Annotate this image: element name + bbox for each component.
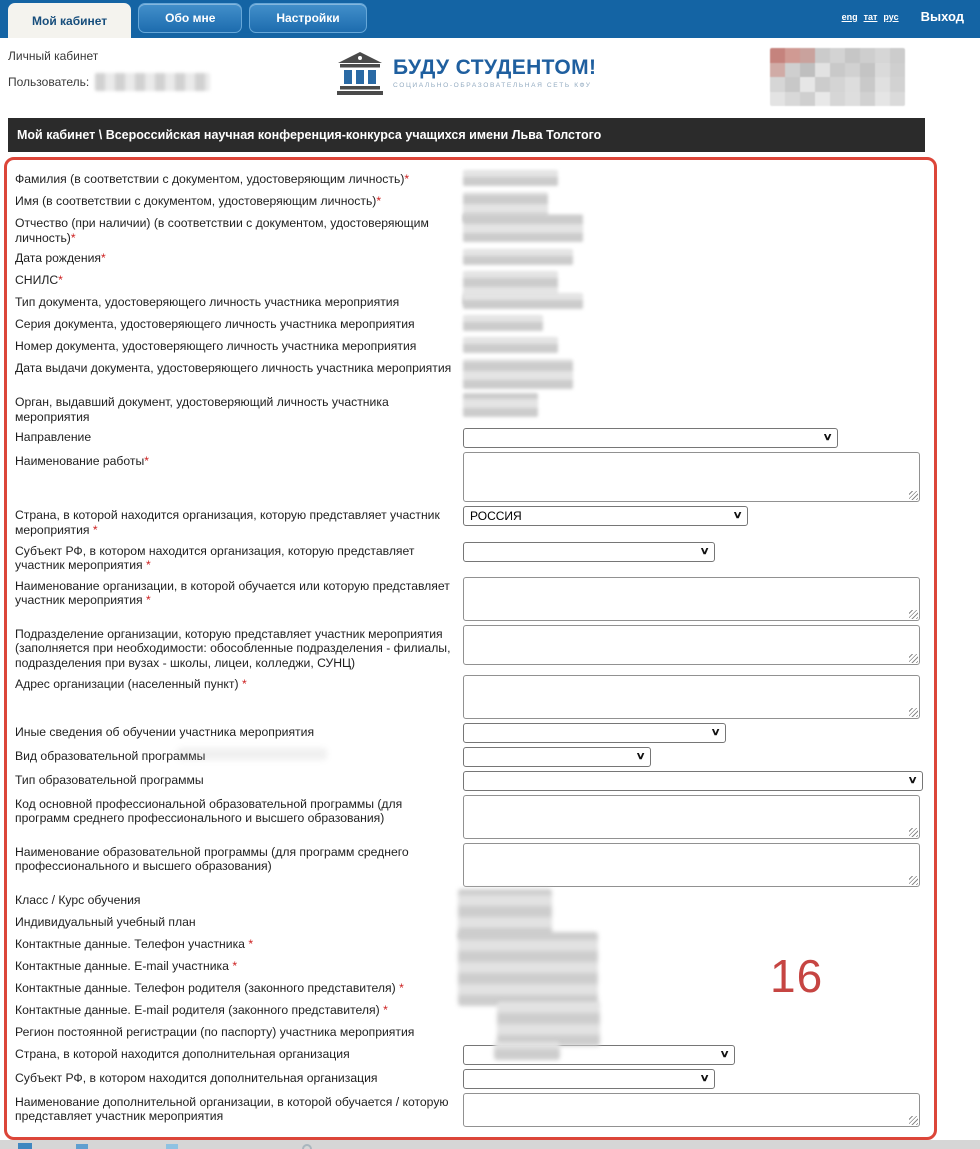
resize-handle[interactable] — [909, 1116, 918, 1125]
required-asterisk: * — [144, 454, 150, 469]
field-control — [463, 293, 583, 309]
mosaic-cell — [800, 92, 815, 107]
org-address-textarea[interactable] — [463, 675, 920, 719]
logo-title: БУДУ СТУДЕНТОМ! — [393, 56, 597, 79]
redacted-value — [463, 214, 583, 242]
redacted-value — [463, 249, 573, 265]
required-asterisk: * — [146, 593, 151, 608]
form-row-edu-program-type — [15, 769, 934, 793]
form-row-org-name — [15, 575, 934, 623]
mosaic-cell — [830, 48, 845, 63]
mosaic-cell — [890, 92, 905, 107]
required-asterisk: * — [376, 194, 382, 208]
topbar-right — [842, 9, 964, 24]
field-control — [463, 506, 748, 526]
field-control — [463, 1069, 715, 1089]
mosaic-cell — [845, 63, 860, 78]
chevron-down-icon: ∨ — [719, 1048, 730, 1060]
field-control — [463, 271, 558, 287]
mosaic-cell — [770, 63, 785, 78]
field-control — [463, 795, 920, 839]
mosaic-cell — [845, 48, 860, 63]
resize-handle[interactable] — [909, 876, 918, 885]
form-row-edu-program-code — [15, 793, 934, 841]
field-control — [463, 747, 651, 767]
field-label: Вид образовательной программы — [15, 748, 206, 763]
tab-settings[interactable]: Настройки — [249, 3, 366, 33]
field-label: Наименование образовательной программы (для программ среднего профессионального и высшего образования) — [15, 844, 409, 874]
field-label: Наименование организации, в которой обучается или которую представляет участник мероприятия * — [15, 578, 450, 608]
mosaic-cell — [860, 77, 875, 92]
required-asterisk: * — [232, 958, 238, 973]
user-label: Пользователь: — [8, 75, 90, 89]
chevron-down-icon: ∨ — [699, 1072, 710, 1084]
mosaic-cell — [770, 92, 785, 107]
required-asterisk: * — [58, 273, 63, 288]
field-label: Адрес организации (населенный пункт) * — [15, 676, 247, 691]
field-control — [463, 428, 838, 448]
form-row-work-title — [15, 450, 934, 504]
field-control — [463, 249, 573, 265]
field-control — [463, 170, 558, 186]
field-label: Субъект РФ, в котором находится дополнительная организация — [15, 1070, 378, 1085]
field-control — [463, 214, 583, 242]
field-label: Код основной профессиональной образовательной программы (для программ среднего профессионального и высшего образования) — [15, 796, 403, 826]
form-row-doc-series — [15, 313, 934, 335]
work-title-textarea[interactable] — [463, 452, 920, 502]
mosaic-cell — [875, 63, 890, 78]
field-label: Иные сведения об обучении участника мероприятия — [15, 724, 315, 739]
form-row-firstname — [15, 190, 934, 212]
field-label: Регион постоянной регистрации (по паспорту) участника мероприятия — [15, 1024, 415, 1039]
field-control — [463, 1093, 920, 1127]
select-value: РОССИЯ — [470, 509, 522, 524]
required-asterisk: * — [146, 558, 151, 573]
field-label: Субъект РФ, в котором находится организация, которую представляет участник мероприятия * — [15, 543, 415, 573]
form-row-org-address — [15, 673, 934, 721]
page-header — [0, 38, 980, 115]
mosaic-cell — [845, 92, 860, 107]
field-control — [463, 771, 923, 791]
mosaic-cell — [770, 77, 785, 92]
lang-link-тат[interactable]: тат — [863, 11, 878, 22]
form-row-doc-number — [15, 335, 934, 357]
field-label: Номер документа, удостоверяющего личность участника мероприятия — [15, 339, 417, 354]
mosaic-cell — [875, 92, 890, 107]
redacted-value — [463, 337, 558, 353]
form-row-edu-program-kind — [15, 745, 934, 769]
required-asterisk: * — [383, 1002, 388, 1017]
tab-list — [8, 3, 367, 38]
mosaic-cell — [785, 48, 800, 63]
mosaic-cell — [830, 77, 845, 92]
form-row-org-subdivision — [15, 623, 934, 673]
required-asterisk: * — [399, 980, 404, 995]
required-asterisk: * — [100, 251, 106, 266]
edu-program-name-textarea[interactable] — [463, 843, 920, 887]
form-row-other-education-info — [15, 721, 934, 745]
field-control — [463, 359, 573, 389]
required-asterisk: * — [248, 936, 254, 951]
clipped-icon — [302, 1144, 312, 1149]
form-row-birthdate — [15, 247, 934, 269]
mosaic-cell — [890, 48, 905, 63]
field-label: Дата рождения* — [15, 251, 106, 266]
form-row-snils — [15, 269, 934, 291]
logout-link[interactable]: Выход — [920, 9, 964, 24]
clipped-icon — [18, 1143, 32, 1149]
mosaic-cell — [860, 48, 875, 63]
form-row-doc-issue-date — [15, 357, 934, 391]
field-control — [463, 337, 558, 353]
language-switcher — [842, 12, 899, 22]
resize-handle[interactable] — [909, 610, 918, 619]
top-navigation-bar — [0, 0, 980, 38]
chevron-down-icon: ∨ — [699, 545, 710, 557]
form-row-middlename — [15, 212, 934, 247]
field-label: Тип образовательной программы — [15, 772, 204, 787]
field-label: Направление — [15, 430, 92, 445]
required-asterisk: * — [241, 676, 247, 691]
required-asterisk: * — [404, 172, 410, 186]
field-label: Контактные данные. Телефон родителя (законного представителя) * — [15, 980, 404, 995]
mosaic-cell — [830, 63, 845, 78]
overlay-number: 16 — [770, 950, 824, 1002]
resize-handle[interactable] — [909, 654, 918, 663]
field-control — [463, 577, 920, 621]
mosaic-cell — [800, 63, 815, 78]
field-label: Страна, в которой находится дополнительная организация — [15, 1046, 350, 1061]
registration-form — [4, 157, 937, 1140]
extra-org-region-select[interactable] — [463, 1069, 715, 1089]
mosaic-cell — [875, 77, 890, 92]
redacted-value — [463, 393, 538, 417]
field-label: Класс / Курс обучения — [15, 892, 141, 907]
required-asterisk: * — [70, 230, 76, 245]
redacted-blob — [458, 932, 598, 1006]
org-name-textarea[interactable] — [463, 577, 920, 621]
clipped-icon — [166, 1144, 178, 1149]
field-label: Индивидуальный учебный план — [15, 914, 196, 929]
org-region-select[interactable] — [463, 542, 715, 562]
mosaic-cell — [890, 63, 905, 78]
footer-strip — [0, 1140, 980, 1149]
redacted-value — [463, 293, 583, 309]
redacted-username — [95, 73, 210, 91]
extra-org-name-textarea[interactable] — [463, 1093, 920, 1127]
site-logo[interactable] — [336, 51, 596, 95]
form-row-doc-type — [15, 291, 934, 313]
redacted-photo — [770, 48, 905, 106]
form-row-extra-org-region — [15, 1067, 934, 1091]
field-label: Контактные данные. Телефон участника * — [15, 936, 254, 951]
field-control — [463, 542, 715, 562]
mosaic-cell — [785, 77, 800, 92]
tab-my-cabinet[interactable]: Мой кабинет — [8, 3, 131, 38]
redacted-blob — [497, 1002, 600, 1046]
field-control — [463, 843, 920, 887]
mosaic-cell — [875, 48, 890, 63]
lang-link-рус[interactable]: рус — [883, 11, 899, 22]
field-label: Орган, выдавший документ, удостоверяющий личность участника мероприятия — [15, 395, 389, 424]
mosaic-cell — [815, 77, 830, 92]
redacted-value — [463, 315, 543, 331]
required-asterisk: * — [92, 522, 98, 537]
form-row-lastname — [15, 168, 934, 190]
field-label: Подразделение организации, которую представляет участник мероприятия (заполняется при необходимости: обособленные подразделения - филиалы, подразделения при вузах - школы, лицеи, колледжи, СУНЦ) — [15, 626, 451, 670]
chevron-down-icon: ∨ — [822, 432, 833, 444]
redacted-value — [463, 359, 573, 389]
mosaic-cell — [830, 92, 845, 107]
chevron-down-icon: ∨ — [732, 510, 743, 522]
mosaic-cell — [785, 63, 800, 78]
field-label: Серия документа, удостоверяющего личность участника мероприятия — [15, 317, 415, 332]
field-label: Имя (в соответствии с документом, удостоверяющим личность)* — [15, 194, 382, 208]
chevron-down-icon: ∨ — [635, 750, 646, 762]
field-label: Отчество (при наличии) (в соответствии с документом, удостоверяющим личность)* — [15, 216, 429, 245]
form-row-org-country — [15, 504, 934, 539]
building-icon — [336, 51, 384, 95]
mosaic-cell — [845, 77, 860, 92]
field-label: Контактные данные. E-mail родителя (законного представителя) * — [15, 1002, 388, 1017]
mosaic-cell — [770, 48, 785, 63]
other-education-info-select[interactable] — [463, 723, 726, 743]
form-row-org-region — [15, 540, 934, 575]
cabinet-label: Личный кабинет — [8, 49, 99, 63]
mosaic-cell — [860, 92, 875, 107]
edu-program-kind-select[interactable] — [463, 747, 651, 767]
lang-link-eng[interactable]: eng — [841, 11, 858, 22]
mosaic-cell — [890, 77, 905, 92]
field-label: Страна, в которой находится организация, которую представляет участник мероприятия * — [15, 508, 440, 537]
mosaic-cell — [800, 77, 815, 92]
field-label: Контактные данные. E-mail участника * — [15, 958, 238, 973]
org-country-select[interactable] — [463, 506, 748, 526]
clipped-icon — [76, 1144, 88, 1149]
faint-blur — [177, 748, 327, 760]
field-control — [463, 675, 920, 719]
mosaic-cell — [785, 92, 800, 107]
field-control — [463, 393, 538, 417]
mosaic-cell — [815, 63, 830, 78]
field-control — [463, 723, 726, 743]
edu-program-code-textarea[interactable] — [463, 795, 920, 839]
edu-program-type-select[interactable] — [463, 771, 923, 791]
field-label: СНИЛС* — [15, 273, 63, 288]
field-control — [463, 625, 920, 665]
field-control — [463, 315, 543, 331]
tab-about-me[interactable]: Обо мне — [138, 3, 242, 33]
mosaic-cell — [815, 92, 830, 107]
resize-handle[interactable] — [909, 828, 918, 837]
form-row-extra-org-country — [15, 1043, 934, 1067]
field-label: Наименование дополнительной организации, в которой обучается / которую представляет участник мероприятия — [15, 1094, 449, 1124]
field-label: Тип документа, удостоверяющего личность участника мероприятия — [15, 295, 400, 310]
field-label: Дата выдачи документа, удостоверяющего личность участника мероприятия — [15, 361, 452, 376]
redacted-blob — [494, 1042, 560, 1060]
resize-handle[interactable] — [909, 708, 918, 717]
mosaic-cell — [860, 63, 875, 78]
mosaic-cell — [815, 48, 830, 63]
form-row-doc-issuer — [15, 391, 934, 426]
redacted-value — [463, 170, 558, 186]
form-row-direction — [15, 426, 934, 450]
org-subdivision-textarea[interactable] — [463, 625, 920, 665]
breadcrumb: Мой кабинет \ Всероссийская научная конференция-конкурса учащихся имени Льва Толстого — [8, 118, 925, 152]
resize-handle[interactable] — [909, 491, 918, 500]
header-left — [8, 48, 210, 91]
direction-select[interactable] — [463, 428, 838, 448]
logo-subtitle: СОЦИАЛЬНО-ОБРАЗОВАТЕЛЬНАЯ СЕТЬ КФУ — [393, 82, 592, 89]
field-control — [463, 192, 548, 208]
form-row-edu-program-name — [15, 841, 934, 889]
form-row-registration-region — [15, 1021, 934, 1043]
chevron-down-icon: ∨ — [710, 726, 721, 738]
field-label: Фамилия (в соответствии с документом, удостоверяющим личность)* — [15, 172, 410, 186]
field-control — [463, 452, 920, 502]
mosaic-cell — [800, 48, 815, 63]
form-row-extra-org-name — [15, 1091, 934, 1129]
field-label: Наименование работы* — [15, 454, 150, 469]
chevron-down-icon: ∨ — [907, 774, 918, 786]
